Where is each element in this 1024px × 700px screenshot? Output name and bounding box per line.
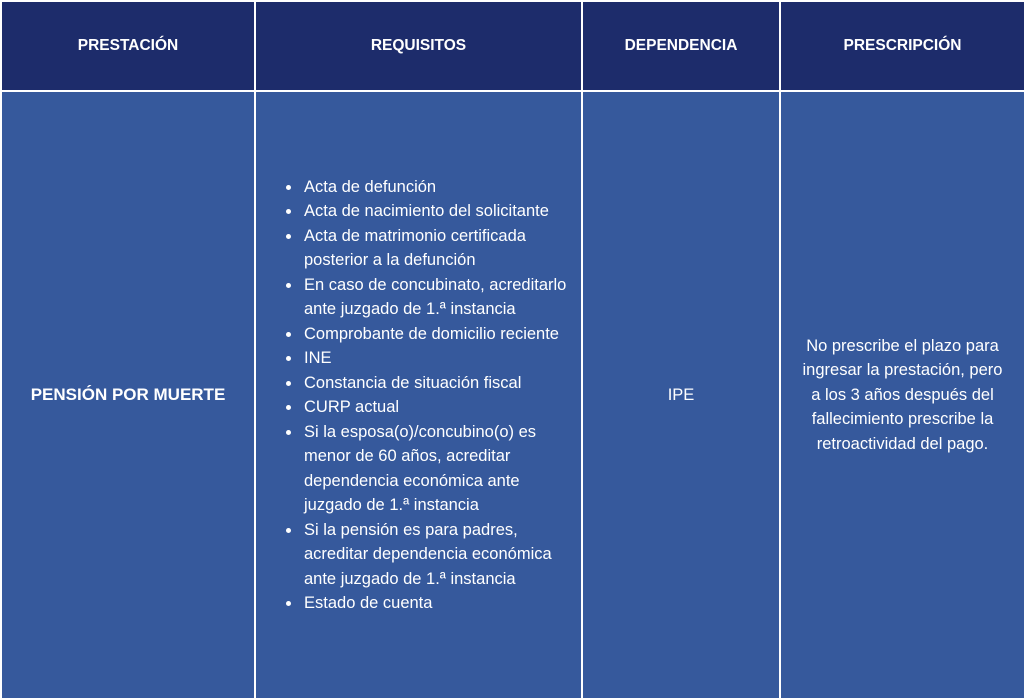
header-dependencia: DEPENDENCIA — [582, 1, 780, 91]
requirement-item: • Acta de nacimiento del solicitante — [302, 199, 567, 224]
requirement-item: • Si la pensión es para padres, acreditar dependencia económica ante juzgado de 1.ª instancia — [302, 518, 567, 592]
requirement-item: • Comprobante de domicilio reciente — [302, 322, 567, 347]
requirement-item: • Si la esposa(o)/concubino(o) es menor de 60 años, acreditar dependencia económica ante juzgado de 1.ª instancia — [302, 420, 567, 518]
table-row — [1, 91, 1024, 699]
requirement-item: • En caso de concubinato, acreditarlo ante juzgado de 1.ª instancia — [302, 273, 567, 322]
requirement-item: • INE — [302, 346, 567, 371]
requirement-item: • Acta de defunción — [302, 175, 567, 200]
header-requisitos: REQUISITOS — [255, 1, 582, 91]
requirement-item: • Constancia de situación fiscal — [302, 371, 567, 396]
header-prestacion: PRESTACIÓN — [1, 1, 255, 91]
table-header-row — [1, 1, 1024, 91]
cell-prestacion: PENSIÓN POR MUERTE — [1, 91, 255, 699]
cell-prescripcion: No prescribe el plazo para ingresar la prestación, pero a los 3 años después del fallecimiento prescribe la retroactividad del pago. — [780, 91, 1024, 699]
requirement-item: • Estado de cuenta — [302, 591, 567, 616]
header-prescripcion: PRESCRIPCIÓN — [780, 1, 1024, 91]
requirement-item: • Acta de matrimonio certificada posterior a la defunción — [302, 224, 567, 273]
cell-dependencia: IPE — [582, 91, 780, 699]
requirement-item: • CURP actual — [302, 395, 567, 420]
cell-requisitos — [255, 91, 582, 699]
requirements-list — [282, 175, 567, 616]
